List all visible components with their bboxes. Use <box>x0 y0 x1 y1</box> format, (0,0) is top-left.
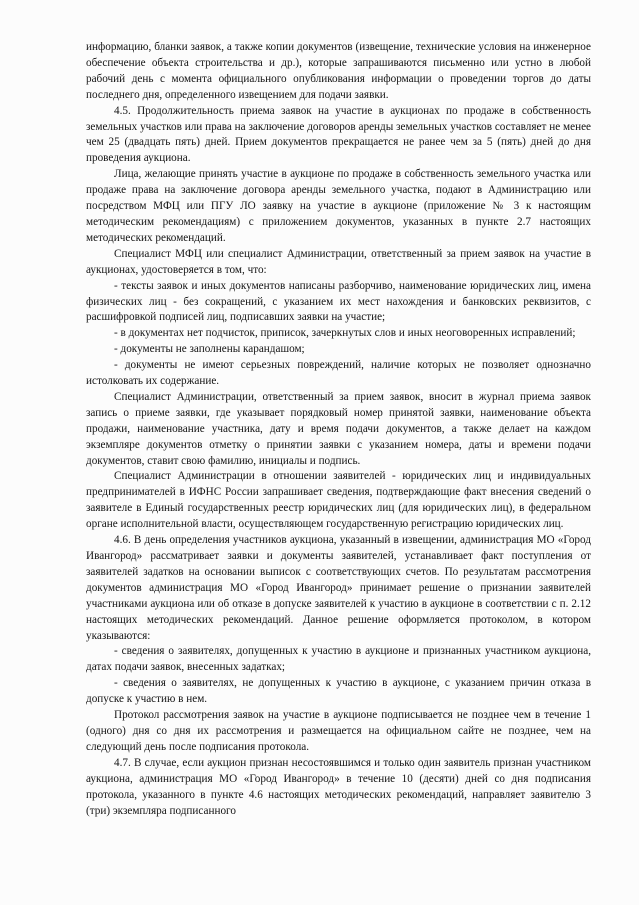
paragraph-4-7: 4.7. В случае, если аукцион признан несостоявшимся и только один заявитель признан участником аукциона, администрация МО «Город Ивангород» в течение 10 (десяти) дней со дня подписания протокола, указанного в пункте 4.6 настоящих методических рекомендаций, направляет заявителю 3 (три) экземпляра подписанного <box>86 756 591 817</box>
paragraph-4-6: 4.6. В день определения участников аукциона, указанный в извещении, администрация МО «Город Ивангород» рассматривает заявки и документы заявителей, устанавливает факт поступления от заявителей задатков на основании выписок с соответствующих счетов. По результатам рассмотрения документов администрация МО «Город Ивангород» принимает решение о признании заявителей участниками аукциона или об отказе в допуске заявителей к участию в аукционе в соответствии с п. 2.12 настоящих методических рекомендаций. Данное решение оформляется протоколом, в котором указываются: <box>86 534 591 642</box>
paragraph-ifns-request: Специалист Администрации в отношении заявителей - юридических лиц и индивидуальных предпринимателей в ИФНС России запрашивает сведения, подтверждающие факт внесения сведений о заявителе в Единый государственных реестр юридических лиц (для юридических лиц), в федеральном органе исполнительной власти, осуществляющем государственную регистрацию юридических лиц. <box>86 470 591 531</box>
paragraph-continuation: информацию, бланки заявок, а также копии документов (извещение, технические условия на инженерное обеспечение объекта строительства и др.), которые запрашиваются письменно или устно в любой рабочий день с момента официального опубликования информации о проведении торгов до даты последнего дня, определенного извещением для подачи заявки. <box>86 41 591 101</box>
paragraph-applicants: Лица, желающие принять участие в аукционе по продаже в собственность земельного участка или продаже права на заключение договора аренды земельного участка, подают в Администрацию или посредством МФЦ или ПГУ ЛО заявку на участие в аукционе (приложение № 3 к настоящим методическим рекомендациям) с приложением документов, указанных в пункте 2.7 настоящих методических рекомендаций. <box>86 168 591 244</box>
list-item-legible-texts: - тексты заявок и иных документов написаны разборчиво, наименование юридических лиц, имена физических лиц - без сокращений, с указанием их мест нахождения и банковских реквизитов, с расшифровкой подписей лиц, подписавших заявки на участие; <box>86 279 591 324</box>
list-item-no-damage: - документы не имеют серьезных повреждений, наличие которых не позволяет однозначно истолковать их содержание. <box>86 359 591 388</box>
paragraph-journal-entry: Специалист Администрации, ответственный за прием заявок, вносит в журнал приема заявок запись о приеме заявки, где указывает порядковый номер принятой заявки, наименование объекта продажи, наименование участника, дату и время подачи документов, а также делает на каждом экземпляре документов отметку о принятии заявки с указанием номера, даты и времени подачи документов, ставит свою фамилию, инициалы и подпись. <box>86 390 591 467</box>
paragraph-protocol: Протокол рассмотрения заявок на участие в аукционе подписывается не позднее чем в течение 1 (одного) дня со дня их рассмотрения и размещается на официальном сайте не позднее, чем на следующий день после подписания протокола. <box>86 709 591 753</box>
list-item-no-pencil: - документы не заполнены карандашом; <box>114 343 305 356</box>
list-item-admitted: - сведения о заявителях, допущенных к участию в аукционе и признанных участником аукциона, датах подачи заявок, внесенных задатках; <box>86 645 591 674</box>
document-body <box>86 40 591 819</box>
list-item-no-erasures: - в документах нет подчисток, приписок, зачеркнутых слов и иных неоговоренных исправлений; <box>114 327 576 340</box>
paragraph-4-5: 4.5. Продолжительность приема заявок на участие в аукционах по продаже в собственность земельных участков или права на заключение договоров аренды земельных участков составляет не менее чем 25 (двадцать пять) дней. Прием документов прекращается не ранее чем за 5 (пять) дней до дня проведения аукциона. <box>86 104 591 165</box>
paragraph-specialist-checks: Специалист МФЦ или специалист Администрации, ответственный за прием заявок на участие в аукционах, удостоверяется в том, что: <box>86 247 591 276</box>
list-item-not-admitted: - сведения о заявителях, не допущенных к участию в аукционе, с указанием причин отказа в допуске к участию в нем. <box>86 677 591 706</box>
